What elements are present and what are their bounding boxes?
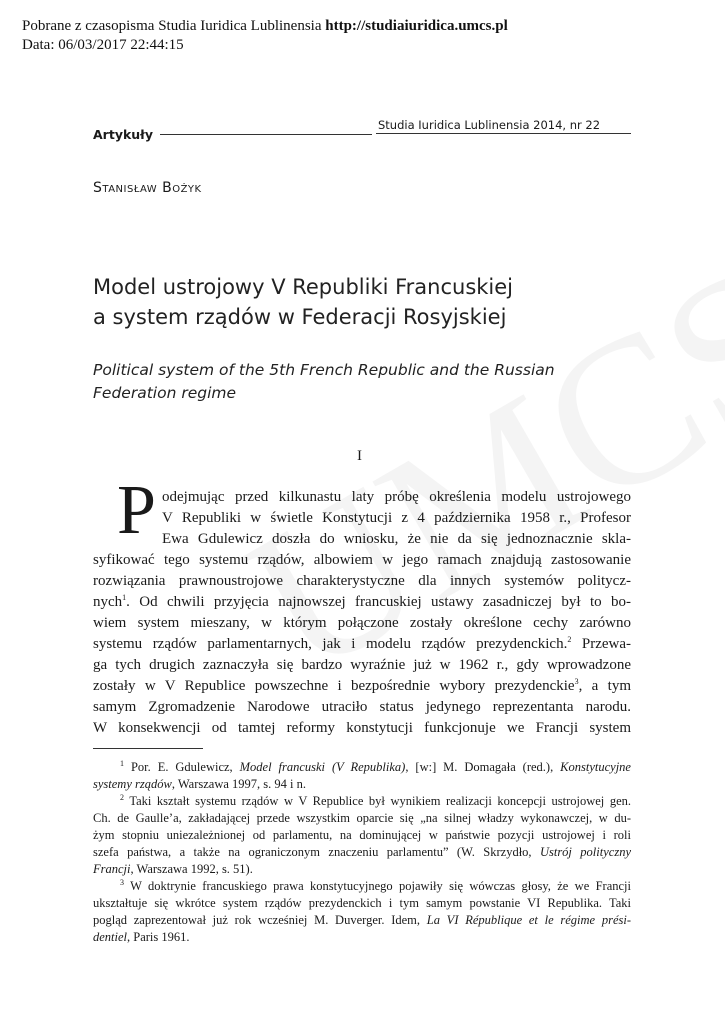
- body-text: Przewa-: [571, 636, 632, 652]
- running-header: Studia Iuridica Lublinensia 2014, nr 22: [378, 118, 601, 132]
- body-line: [93, 592, 631, 613]
- body-line: wiem system mieszany, w którym połączone zostały określone cechy zarówno: [93, 615, 631, 631]
- footnote-ref-3[interactable]: 3: [574, 677, 579, 686]
- download-source-line: [22, 17, 508, 36]
- footnote-3-line: $^3$ W doktrynie francuskiego prawa konstytucyjnego pojawiły się wówczas głosy, że we Francji: [120, 877, 631, 893]
- body-text: . Od chwili przyjęcia najnowszej francuskiej ustawy zasadniczej był to bo-: [126, 594, 631, 610]
- header-rule-right: [376, 133, 631, 134]
- footnote-number: 3: [120, 877, 124, 887]
- footnote-2-line: Francji, Warszawa 1992, s. 51).: [93, 862, 253, 876]
- body-line: Ewa Gdulewicz doszła do wniosku, że nie da się jednoznacznie skla-: [162, 531, 631, 547]
- section-number: I: [357, 448, 362, 464]
- body-text: , a tym: [578, 678, 631, 694]
- title-line-1: Model ustrojowy V Republiki Francuskiej: [93, 275, 514, 299]
- download-source-text: Pobrane z czasopisma Studia Iuridica Lublinensia: [22, 18, 326, 34]
- footnote-2-line: szefa państwa, a także na ograniczonym znaczeniu parlamentu” (W. Skrzydło, Ustrój polityczny: [93, 845, 631, 859]
- body-line: [93, 676, 631, 697]
- download-date: Data: 06/03/2017 22:44:15: [22, 37, 184, 53]
- footnote-ref-2[interactable]: 2: [567, 635, 572, 644]
- footnote-2-line: żym stopniu uniezależnionej od parlamentu, na dominującej w państwie pozycji ustrojowej i roli: [93, 828, 631, 842]
- article-title: [93, 272, 513, 332]
- footnote-3-line: dentiel, Paris 1961.: [93, 930, 190, 944]
- body-line: rozwiązania prawnoustrojowe charakterystyczne dla innych systemów politycz-: [93, 573, 631, 589]
- footnote-3-line: pogląd zaprezentował już rok wcześniej M. Duverger. Idem, La VI République et le régime prési-: [93, 913, 631, 927]
- journal-url[interactable]: http://studiaiuridica.umcs.pl: [325, 18, 508, 34]
- footnote-3-line: ukształtuje się wkrótce system rządów prezydenckich i tym samym powstanie VI Republika. Taki: [93, 896, 631, 910]
- body-text: nych: [93, 594, 123, 610]
- footnote-2-line: $^2$ Taki kształt systemu rządów w V Republice był wynikiem realizacji koncepcji ustrojowej gen.: [120, 792, 631, 808]
- body-text: zostały w V Republice powszechne i bezpośrednie wybory prezydenckie: [93, 678, 575, 694]
- body-line: syfikować tego systemu rządów, albowiem w jego ramach znajdują zastosowanie: [93, 552, 631, 568]
- footnote-1-line: $^1$ Por. E. Gdulewicz, Model francuski (V Republika), [w:] M. Domagała (red.), Konstytucyjne: [120, 758, 631, 774]
- body-line: odejmując przed kilkunastu laty próbę określenia modelu ustrojowego: [162, 489, 631, 505]
- footnote-1-line: systemy rządów, Warszawa 1997, s. 94 i n.: [93, 777, 306, 791]
- footnote-number: 2: [120, 792, 124, 802]
- title-line-2: a system rządów w Federacji Rosyjskiej: [93, 305, 507, 329]
- header-rule-left: [160, 134, 372, 135]
- footnote-number: 1: [120, 758, 124, 768]
- footnote-2-line: Ch. de Gaulle’a, zakładającej przede wszystkim oparcie się „na silnej władzy wykonawczej, w du-: [93, 811, 631, 825]
- body-line: [93, 634, 631, 655]
- section-label: Artykuły: [93, 127, 153, 142]
- footnote-ref-1[interactable]: 1: [122, 593, 127, 602]
- body-line: W konsekwencji od tamtej reformy konstytucji funkcjonuje we Francji system: [93, 720, 631, 736]
- body-line: ga tych drugich zaznaczyła się bardzo wyraźnie już w 1962 r., gdy wprowadzone: [93, 657, 631, 673]
- footnote-separator: [93, 748, 203, 749]
- body-text: systemu rządów parlamentarnych, jak i modelu rządów prezydenckich.: [93, 636, 568, 652]
- author-name: Stanisław Bożyk: [93, 180, 202, 196]
- body-line: V Republiki w świetle Konstytucji z 4 października 1958 r., Profesor: [162, 510, 631, 526]
- body-line: samym Zgromadzenie Narodowe utraciło status jedynego reprezentanta narodu.: [93, 699, 631, 715]
- drop-cap: P: [117, 472, 156, 549]
- english-title: Political system of the 5th French Republic and the Russian Federation regime: [93, 361, 555, 402]
